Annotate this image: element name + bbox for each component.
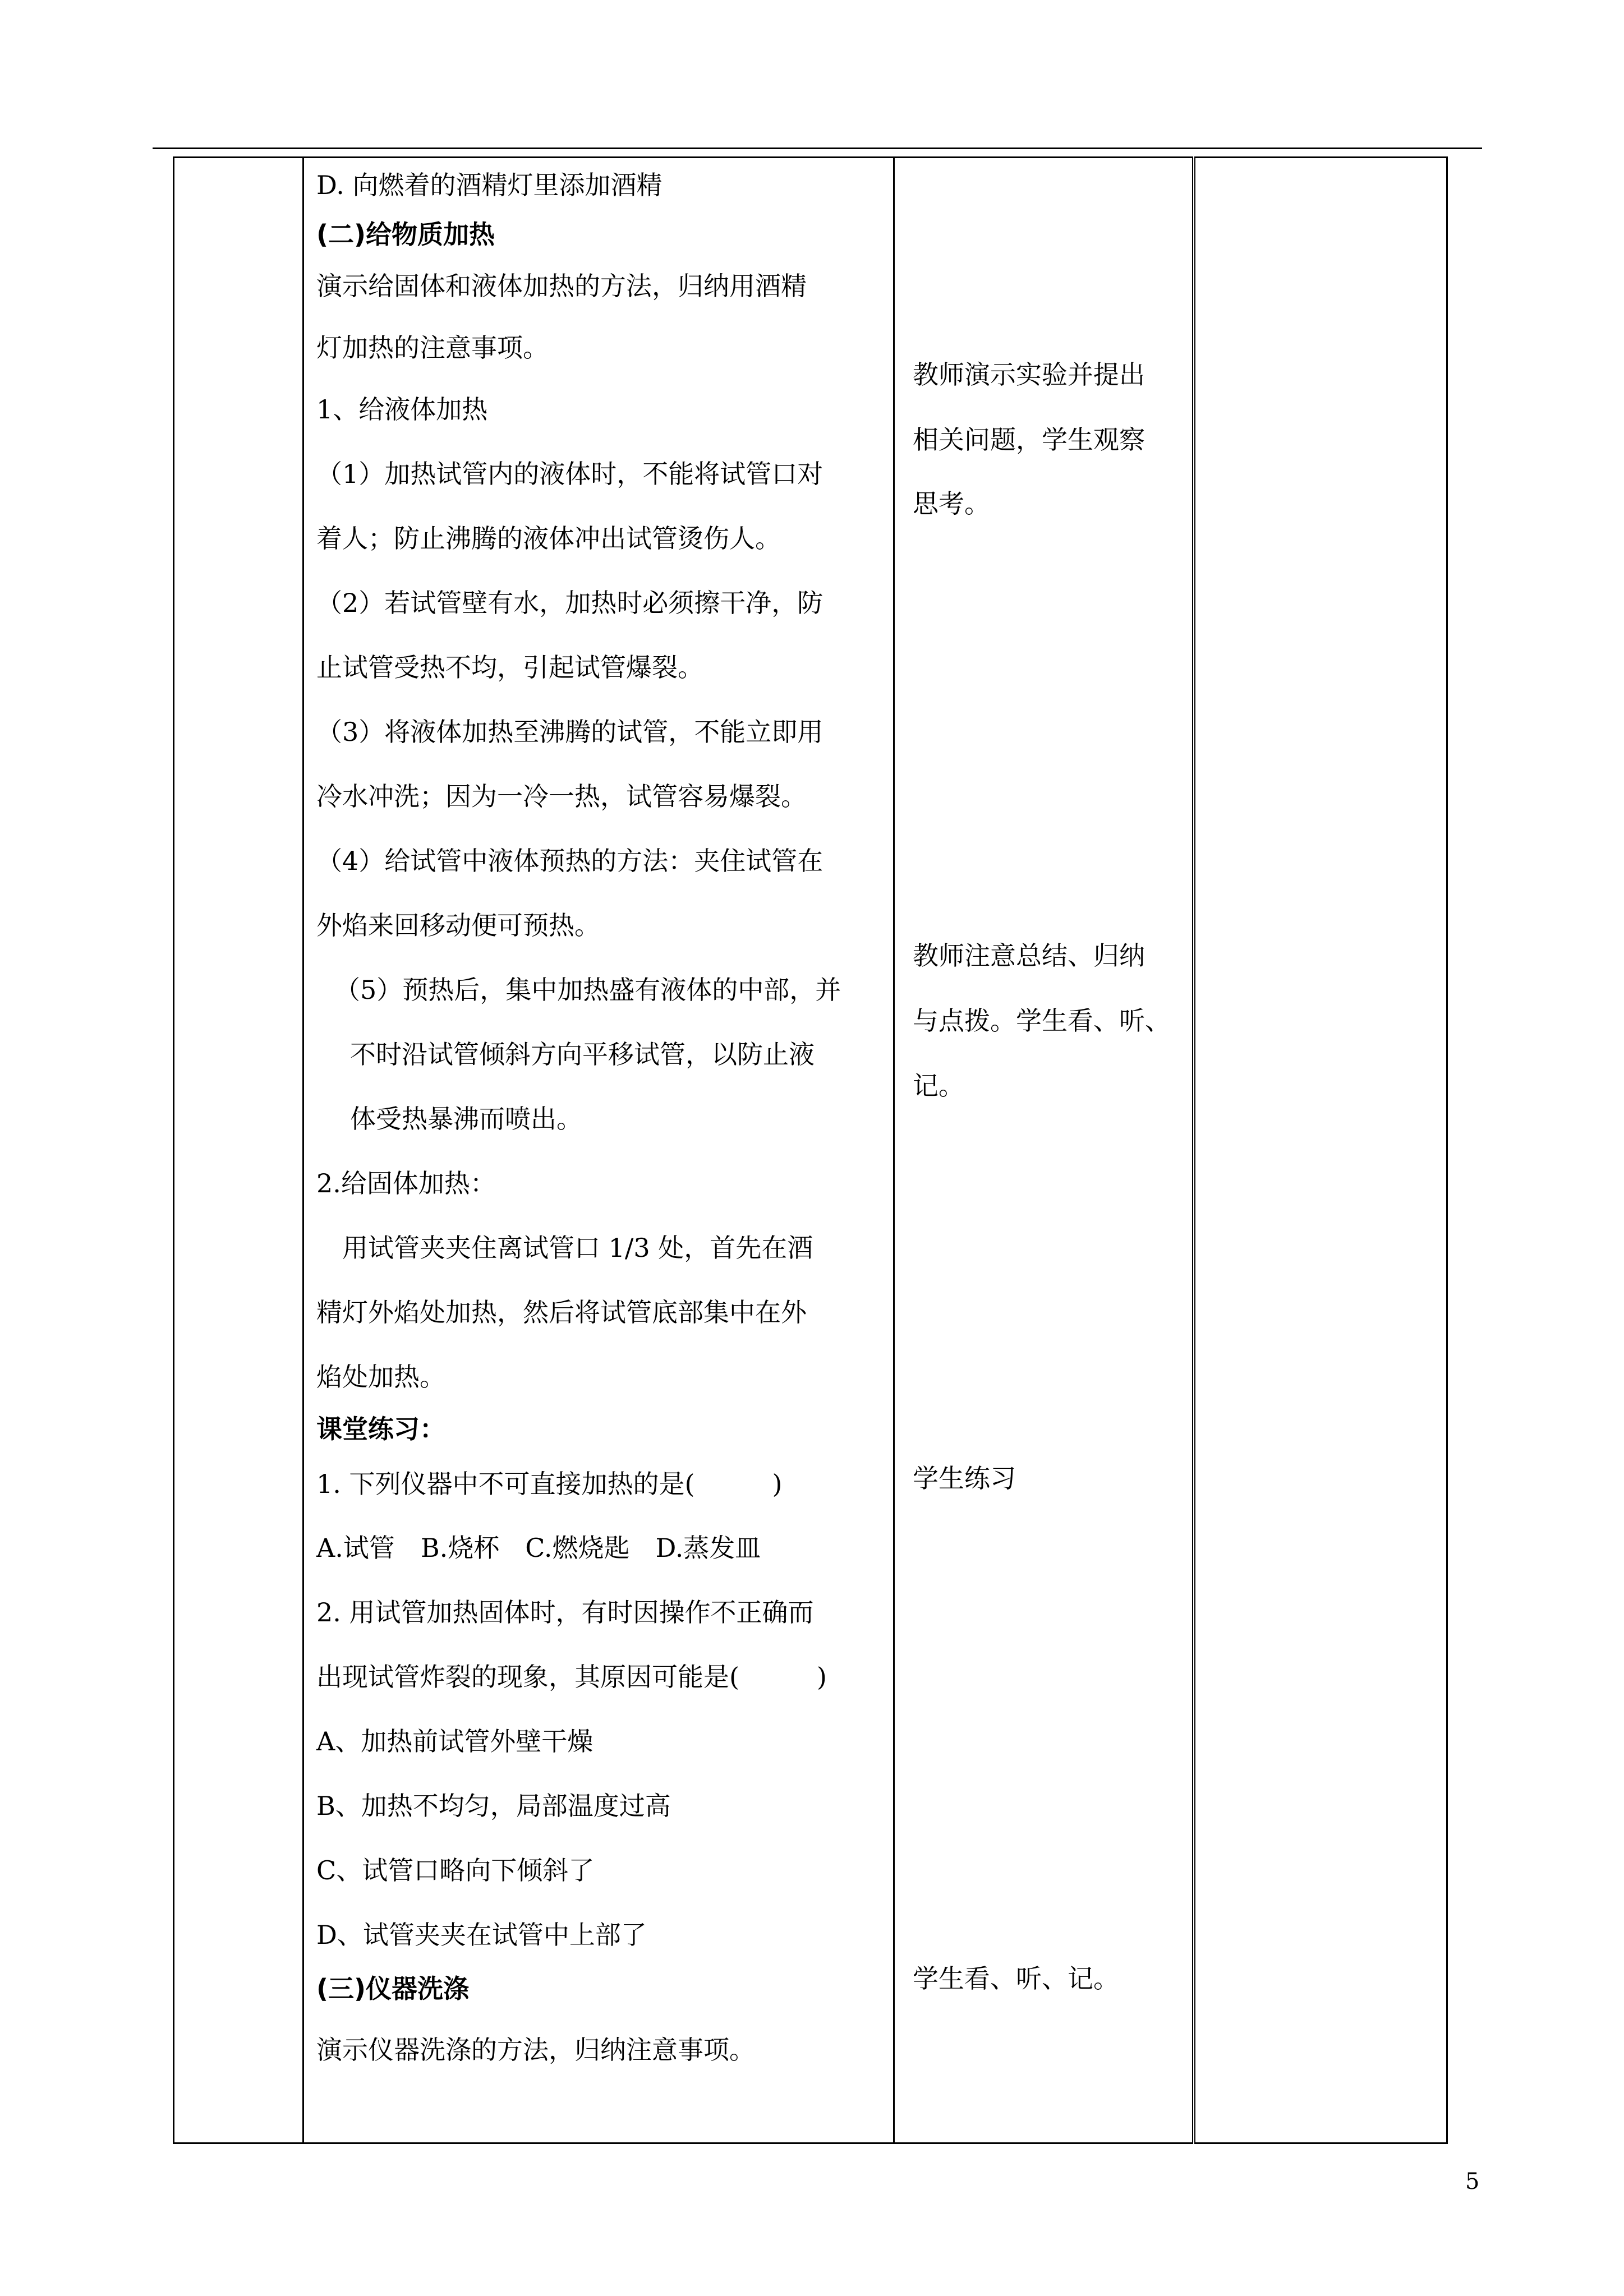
content-line: 焰处加热。 [316, 1362, 445, 1392]
content-line: 1、给液体加热 [316, 394, 488, 425]
section-heading: (二)给物质加热 [316, 219, 495, 250]
content-line: 用试管夹夹住离试管口 1/3 处，首先在酒 [342, 1233, 813, 1263]
activity-line: 学生练习 [913, 1463, 1016, 1493]
activity-line: 教师注意总结、归纳 [913, 940, 1145, 971]
content-line: 2.给固体加热： [316, 1168, 496, 1198]
content-line: A、加热前试管外壁干燥 [316, 1726, 594, 1756]
content-line: A.试管 B.烧杯 C.燃烧匙 D.蒸发皿 [316, 1533, 761, 1563]
header-rule [153, 147, 1482, 149]
content-line: 2. 用试管加热固体时，有时因操作不正确而 [316, 1597, 814, 1628]
content-line: （1）加热试管内的液体时，不能将试管口对 [316, 459, 823, 489]
content-line: 冷水冲洗；因为一冷一热，试管容易爆裂。 [316, 781, 807, 812]
content-line: 不时沿试管倾斜方向平移试管，以防止液 [350, 1039, 815, 1069]
content-line: B、加热不均匀，局部温度过高 [316, 1791, 671, 1821]
notes-cell [1194, 158, 1447, 2143]
section-heading: (三)仪器洗涤 [316, 1974, 470, 2004]
page-number: 5 [1465, 2169, 1480, 2194]
activity-line: 学生看、听、记。 [913, 1963, 1119, 1994]
activity-cell [894, 158, 1194, 2143]
content-line: D. 向燃着的酒精灯里添加酒精 [316, 170, 663, 200]
content-line: 止试管受热不均，引起试管爆裂。 [316, 652, 703, 683]
activity-line: 相关问题，学生观察 [913, 425, 1145, 455]
content-line: （3）将液体加热至沸腾的试管，不能立即用 [316, 717, 823, 747]
content-line: 体受热暴沸而喷出。 [350, 1104, 582, 1134]
content-line: 精灯外焰处加热，然后将试管底部集中在外 [316, 1297, 807, 1327]
content-line: （2）若试管壁有水，加热时必须擦干净，防 [316, 588, 823, 618]
content-line: 外焰来回移动便可预热。 [316, 910, 600, 940]
content-line: 着人；防止沸腾的液体冲出试管烫伤人。 [316, 523, 781, 554]
content-line: 演示仪器洗涤的方法，归纳注意事项。 [316, 2035, 755, 2065]
content-line: （5）预热后，集中加热盛有液体的中部，并 [334, 975, 841, 1005]
activity-line: 记。 [913, 1071, 964, 1101]
content-line: （4）给试管中液体预热的方法：夹住试管在 [316, 846, 823, 876]
content-line: C、试管口略向下倾斜了 [316, 1855, 595, 1885]
content-line: 1. 下列仪器中不可直接加热的是( ) [316, 1469, 783, 1499]
lesson-table [173, 156, 1448, 2144]
activity-line: 思考。 [913, 488, 990, 519]
content-cell [303, 158, 894, 2143]
stage-cell [174, 158, 303, 2143]
content-line: 灯加热的注意事项。 [316, 333, 549, 363]
section-heading: 课堂练习： [316, 1414, 445, 1444]
activity-line: 与点拨。学生看、听、 [913, 1006, 1171, 1036]
content-line: 出现试管炸裂的现象，其原因可能是( ) [316, 1662, 827, 1692]
content-line: 演示给固体和液体加热的方法，归纳用酒精 [316, 271, 807, 301]
content-line: D、试管夹夹在试管中上部了 [316, 1920, 647, 1950]
table-row [174, 158, 1447, 2143]
activity-line: 教师演示实验并提出 [913, 359, 1145, 390]
